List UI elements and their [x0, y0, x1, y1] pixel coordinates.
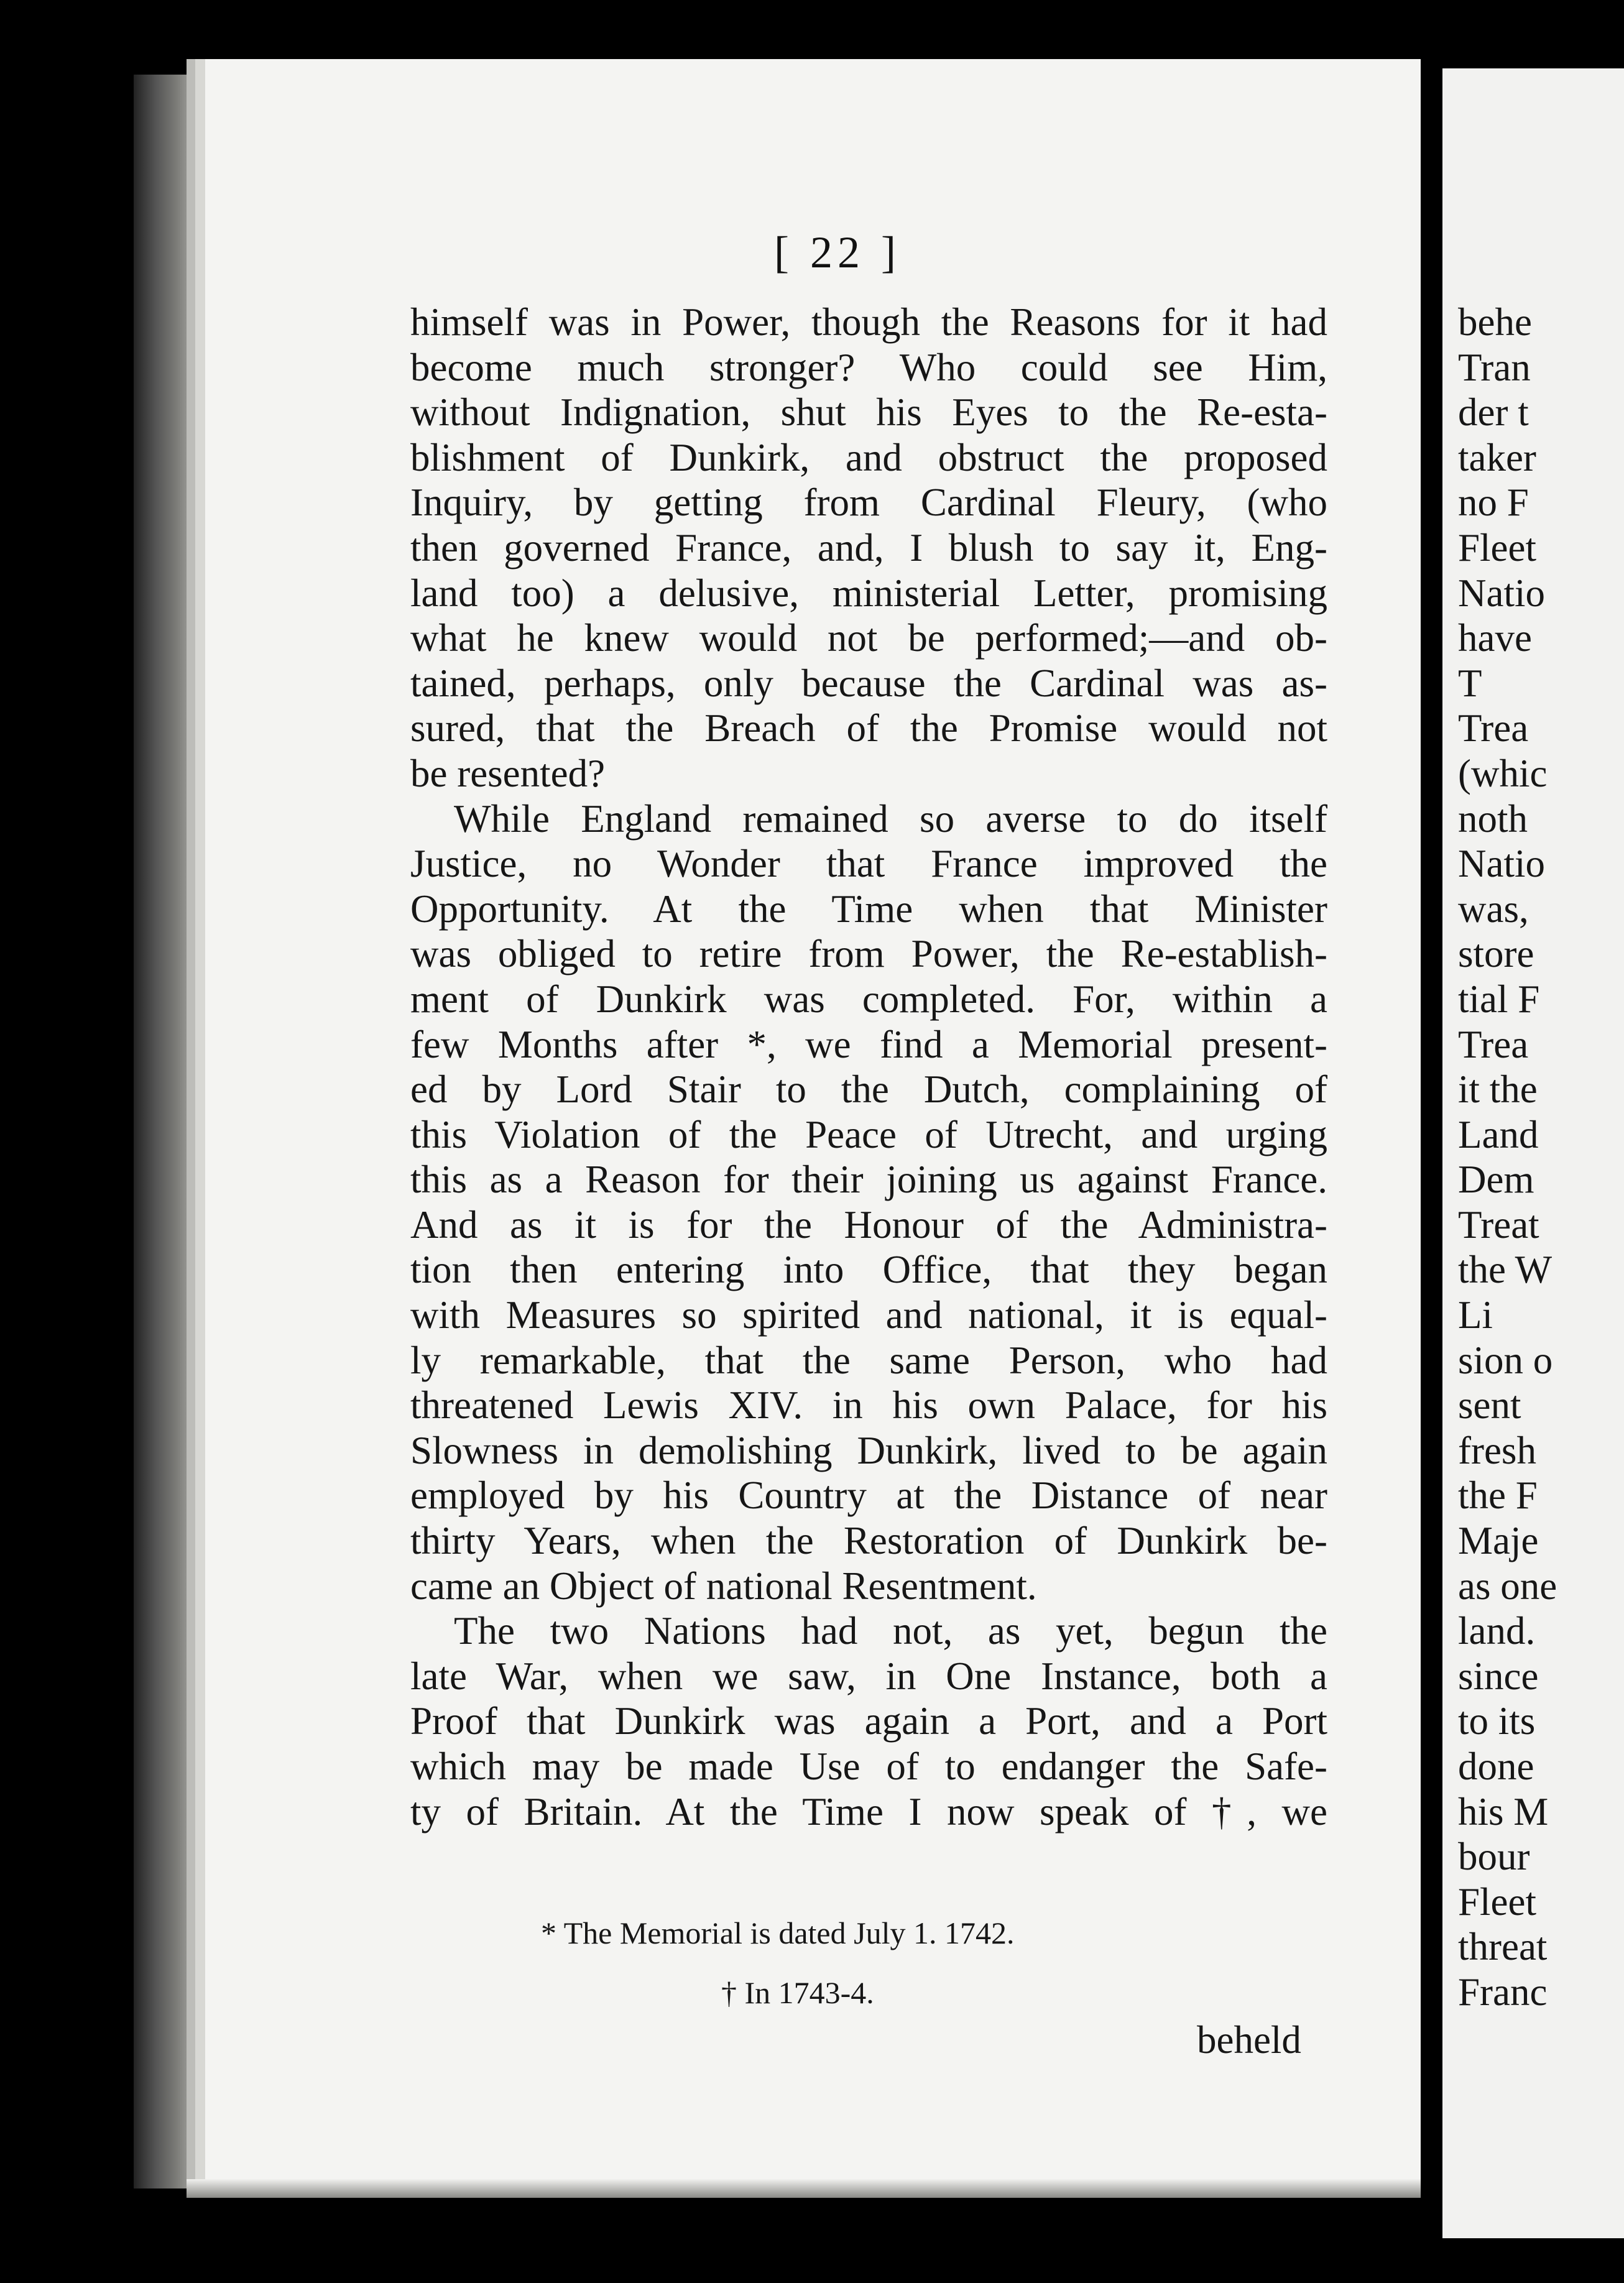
right-page-line: noth: [1458, 796, 1528, 841]
right-page-line: his M: [1458, 1789, 1549, 1833]
right-page-line: Tran: [1458, 345, 1531, 389]
right-page-line: the F: [1458, 1474, 1538, 1518]
footnote-1: * The Memorial is dated July 1. 1742.: [541, 1916, 1015, 1950]
text-line: While England remained so averse to do itself: [454, 796, 1327, 841]
text-line: ly remarkable, that the same Person, who had: [410, 1338, 1327, 1382]
text-line: few Months after *, we find a Memorial present-: [410, 1022, 1327, 1066]
right-page-line: Dem: [1458, 1158, 1534, 1202]
text-line: sured, that the Breach of the Promise would not: [410, 706, 1327, 750]
footnotes: [541, 1915, 1014, 2011]
right-page-line: no F: [1458, 481, 1529, 525]
text-line: tion then entering into Office, that they began: [410, 1248, 1327, 1292]
text-line: blishment of Dunkirk, and obstruct the proposed: [410, 435, 1327, 479]
text-line: Slowness in demolishing Dunkirk, lived to be again: [410, 1428, 1327, 1472]
text-line: land too) a delusive, ministerial Letter, promising: [410, 571, 1327, 615]
text-line: ment of Dunkirk was completed. For, within a: [410, 977, 1327, 1021]
page-number: [ 22 ]: [774, 228, 901, 277]
text-line: Inquiry, by getting from Cardinal Fleury, (who: [410, 481, 1327, 525]
text-line: ty of Britain. At the Time I now speak of †, we: [410, 1789, 1327, 1833]
right-page-line: der t: [1458, 390, 1529, 435]
text-line: The two Nations had not, as yet, begun the: [454, 1609, 1327, 1653]
text-line: late War, when we saw, in One Instance, both a: [410, 1654, 1327, 1698]
text-line: with Measures so spirited and national, it is equal-: [410, 1293, 1327, 1337]
text-line: be resented?: [410, 751, 606, 795]
text-line: this Violation of the Peace of Utrecht, and urging: [410, 1112, 1327, 1156]
text-line: was obliged to retire from Power, the Re-establish-: [410, 932, 1327, 976]
text-line: then governed France, and, I blush to say it, Eng-: [410, 525, 1327, 570]
right-page-line: sion o: [1458, 1338, 1553, 1382]
right-page-line: Fleet: [1458, 525, 1536, 570]
text-line: become much stronger? Who could see Him,: [410, 345, 1327, 389]
right-page-line: sent: [1458, 1383, 1521, 1427]
text-line: thirty Years, when the Restoration of Dunkirk be-: [410, 1519, 1327, 1563]
right-page-line: Treat: [1458, 1202, 1539, 1247]
book-spine-edge: [134, 75, 190, 2188]
right-page-line: Franc: [1458, 1970, 1548, 2014]
text-line: Justice, no Wonder that France improved the: [410, 842, 1327, 886]
right-page-line: threat: [1458, 1925, 1548, 1969]
right-page-line: since: [1458, 1654, 1539, 1698]
catchword: beheld: [1197, 2018, 1301, 2062]
right-page-line: have: [1458, 616, 1532, 660]
right-page-line: Trea: [1458, 706, 1529, 750]
right-page-line: bour: [1458, 1835, 1530, 1879]
right-page-line: tial F: [1458, 977, 1540, 1021]
right-page-line: (whic: [1458, 751, 1548, 795]
body-text: [410, 300, 1327, 1834]
right-page-line: was,: [1458, 887, 1529, 931]
right-page-line: behe: [1458, 300, 1532, 344]
right-page-line: Fleet: [1458, 1879, 1536, 1924]
right-page-line: Li: [1458, 1293, 1493, 1337]
right-page-line: Land: [1458, 1112, 1539, 1156]
right-page-line: T: [1458, 661, 1482, 705]
text-line: threatened Lewis XIV. in his own Palace, for his: [410, 1383, 1327, 1427]
right-page-line: done: [1458, 1745, 1534, 1788]
right-page-line: to its: [1458, 1699, 1536, 1743]
text-line: Proof that Dunkirk was again a Port, and a Port: [410, 1699, 1327, 1743]
right-page-line: land.: [1458, 1609, 1536, 1653]
right-page-line: store: [1458, 932, 1534, 976]
right-page-line: as one: [1458, 1564, 1557, 1608]
text-line: came an Object of national Resentment.: [410, 1564, 1037, 1608]
text-line: employed by his Country at the Distance of near: [410, 1474, 1327, 1518]
text-line: ed by Lord Stair to the Dutch, complaining of: [410, 1068, 1327, 1112]
right-page-line: Trea: [1458, 1022, 1529, 1066]
right-page-line: Natio: [1458, 842, 1545, 886]
right-page-line: fresh: [1458, 1428, 1536, 1472]
text-line: tained, perhaps, only because the Cardinal was as-: [410, 661, 1327, 705]
right-page-line: Natio: [1458, 571, 1545, 615]
text-line: And as it is for the Honour of the Administra-: [410, 1202, 1327, 1247]
right-page-line: Maje: [1458, 1519, 1539, 1563]
text-line: Opportunity. At the Time when that Minister: [410, 887, 1327, 931]
footnote-2: † In 1743-4.: [721, 1975, 874, 2010]
text-line: himself was in Power, though the Reasons for it had: [410, 300, 1327, 344]
right-page-text: [1458, 300, 1557, 2015]
right-page-line: it the: [1458, 1068, 1538, 1112]
text-line: what he knew would not be performed;—and ob-: [410, 616, 1327, 660]
right-page-line: taker: [1458, 435, 1536, 479]
text-line: this as a Reason for their joining us against France.: [410, 1158, 1327, 1202]
text-line: which may be made Use of to endanger the Safe-: [410, 1745, 1327, 1788]
page-bottom-shadow: [187, 2179, 1421, 2198]
text-line: without Indignation, shut his Eyes to the Re-esta-: [410, 390, 1327, 435]
right-page-line: the W: [1458, 1248, 1552, 1292]
